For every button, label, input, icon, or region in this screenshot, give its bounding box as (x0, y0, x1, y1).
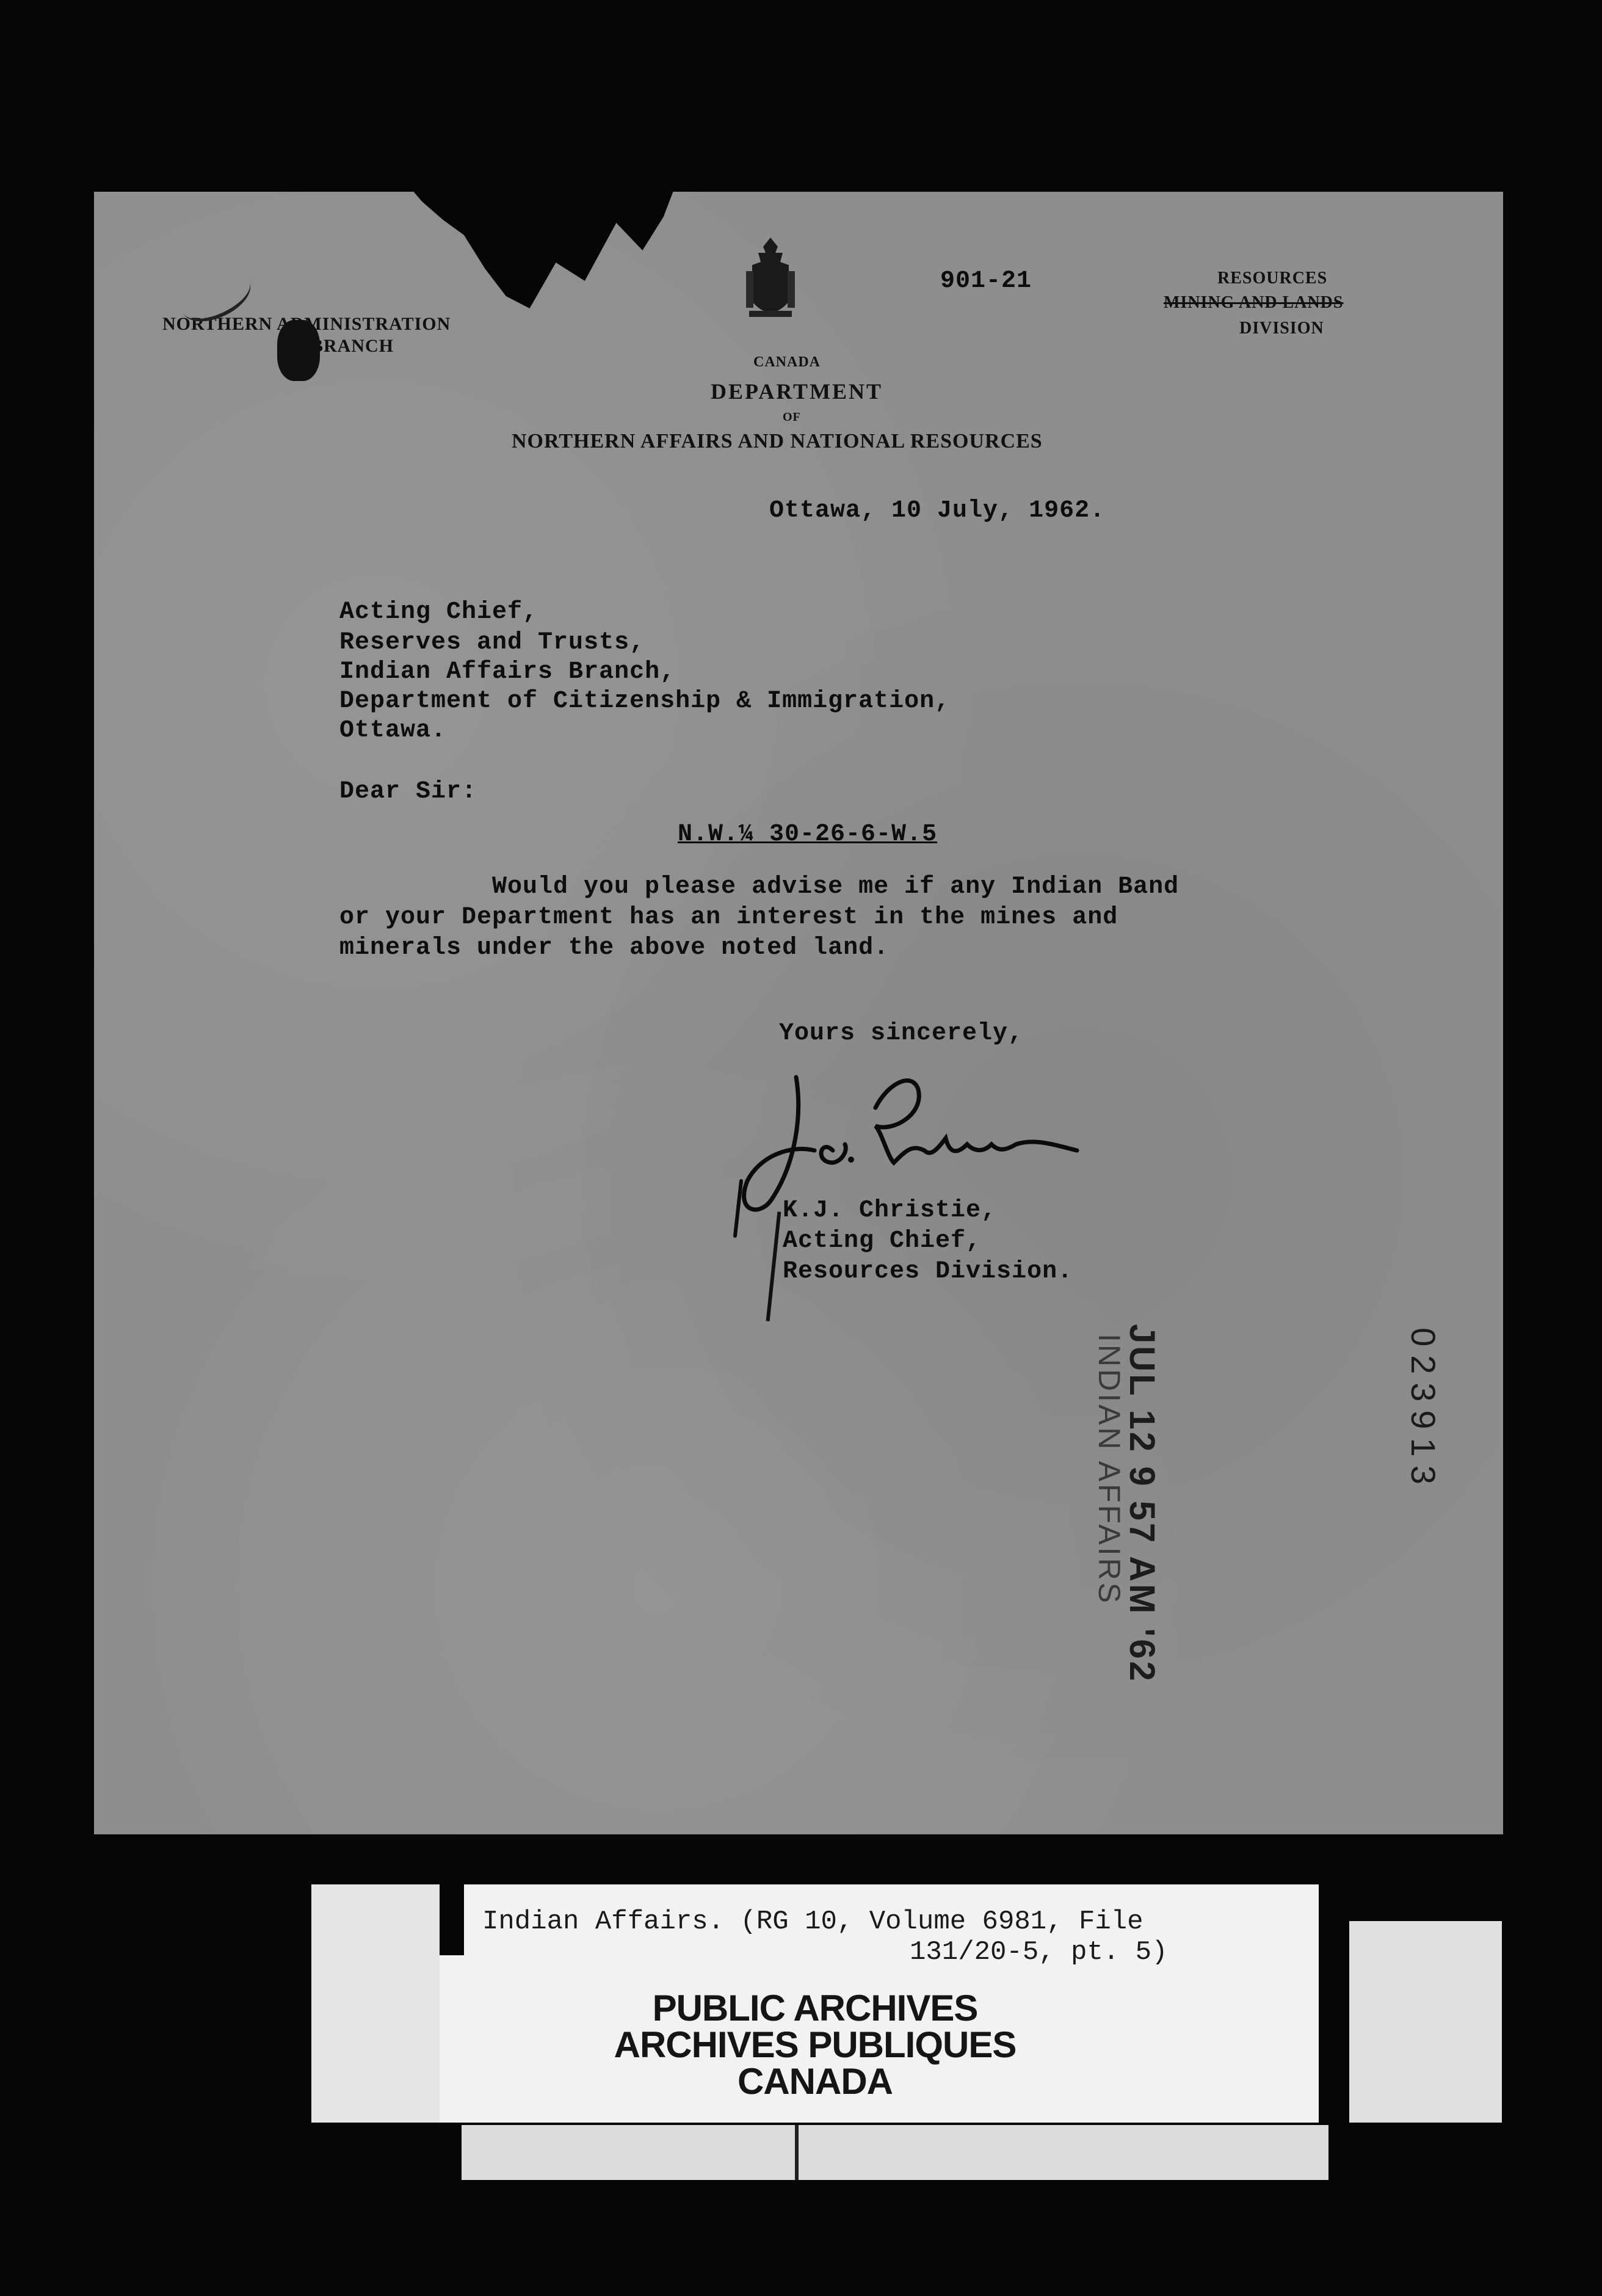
division-line1: RESOURCES (1217, 269, 1328, 288)
address-line: Ottawa. (339, 717, 447, 744)
body-line: minerals under the above noted land. (339, 934, 890, 962)
signatory-line: Resources Division. (783, 1258, 1073, 1285)
country-label: CANADA (753, 354, 821, 370)
label-notch-right (1325, 1884, 1349, 1949)
division-struck: MINING AND LANDS (1164, 293, 1344, 312)
signatory-line: K.J. Christie, (783, 1197, 997, 1224)
branch-name-line2: BRANCH (311, 336, 394, 356)
letter-page (94, 192, 1503, 1834)
letter-date: Ottawa, 10 July, 1962. (769, 497, 1106, 525)
torn-corner (411, 189, 674, 342)
ministry-label: NORTHERN AFFAIRS AND NATIONAL RESOURCES (512, 430, 1043, 452)
body-line: Would you please advise me if any Indian Band (492, 873, 1180, 901)
division-line2: DIVISION (1239, 319, 1324, 338)
received-stamp-date: JUL 12 9 57 AM '62 (1122, 1324, 1162, 1684)
strip-mark (795, 2125, 799, 2180)
label-notch-left (440, 1884, 464, 1955)
address-line: Department of Citizenship & Immigration, (339, 688, 951, 715)
salutation: Dear Sir: (339, 778, 477, 805)
record-reference-line2: 131/20-5, pt. 5) (910, 1937, 1168, 1967)
registry-number: 023913 (1404, 1328, 1443, 1493)
file-number: 901-21 (940, 267, 1032, 295)
archive-name-fr: ARCHIVES PUBLIQUES (614, 2024, 1017, 2065)
received-stamp-dept: INDIAN AFFAIRS (1092, 1334, 1126, 1605)
archive-label-card (311, 1884, 1319, 2123)
archive-country: CANADA (738, 2061, 893, 2102)
closing: Yours sincerely, (779, 1020, 1024, 1047)
of-label: OF (783, 410, 801, 424)
subject-line: N.W.¼ 30-26-6-W.5 (678, 821, 938, 848)
bottom-card-strip (462, 2125, 1328, 2180)
record-reference-line1: Indian Affairs. (RG 10, Volume 6981, File (482, 1906, 1144, 1937)
address-line: Reserves and Trusts, (339, 629, 645, 656)
signatory-line: Acting Chief, (783, 1227, 982, 1255)
branch-name-line1: NORTHERN ADMINISTRATION (162, 314, 451, 334)
address-line: Acting Chief, (339, 598, 538, 626)
department-label: DEPARTMENT (711, 379, 883, 404)
label-tab-right (1349, 1921, 1502, 2123)
address-line: Indian Affairs Branch, (339, 658, 676, 686)
body-line: or your Department has an interest in the mines and (339, 904, 1118, 931)
archive-name-en: PUBLIC ARCHIVES (652, 1988, 978, 2029)
canada-crest-icon (740, 234, 801, 326)
